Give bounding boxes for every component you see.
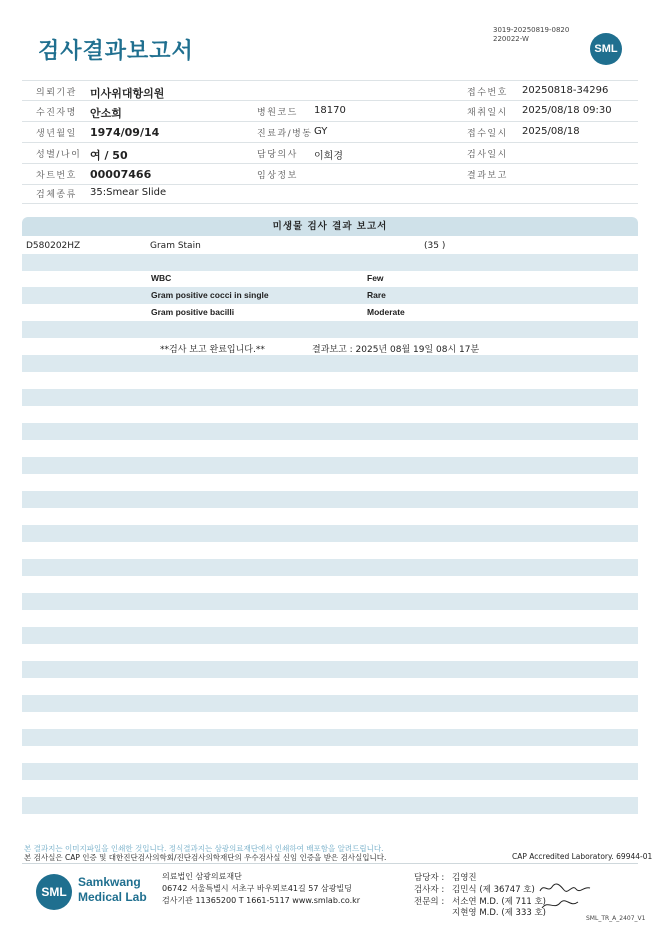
doc-id-line1: 3019-20250819-0820 [493,26,570,34]
patient-label-l2: 임상정보 [257,171,298,181]
staff-role-3: 전문의 : [414,897,445,907]
patient-value-v3: 2025/08/18 [522,126,580,137]
stripe-row [22,525,638,542]
footer-notice-2: 본 검사실은 CAP 인증 및 대한진단검사의학회/진단검사의학재단의 우수검사실 신임 인증을 받은 검사실입니다. [24,853,387,862]
patient-value-v1: 여 / 50 [90,149,128,162]
patient-value-v1: 1974/09/14 [90,126,160,139]
patient-label-l3: 검사일시 [467,150,508,160]
staff-role-2: 검사자 : [414,885,445,895]
patient-label-l1: 의뢰기관 [36,88,77,98]
signature-image [538,881,598,898]
stripe-row [22,355,638,372]
patient-value-v1: 35:Smear Slide [90,187,167,198]
org-name: 의료법인 삼광의료재단 [162,872,242,881]
brand-name-2: Medical Lab [78,890,147,904]
result-name-2: Gram positive cocci in single [151,290,269,300]
sml-logo: SML [590,33,622,65]
patient-label-l3: 접수번호 [467,88,508,98]
patient-value-v2: GY [314,126,328,137]
patient-label-l2: 진료과/병동 [257,129,313,139]
stripe-row [22,491,638,508]
patient-label-l2: 담당의사 [257,150,298,160]
patient-value-v3: 2025/08/18 09:30 [522,105,612,116]
patient-label-l3: 결과보고 [467,171,508,181]
patient-value-v2: 이희경 [314,151,343,162]
stripe-row [22,627,638,644]
patient-label-l3: 접수일시 [467,129,508,139]
stripe-row [22,763,638,780]
stripe-row [22,287,638,304]
patient-value-v2: 18170 [314,105,346,116]
stripe-row [22,321,638,338]
stripe-row [22,797,638,814]
staff-role-1: 담당자 : [414,873,445,883]
staff-name-4: 지현영 M.D. (제 333 호) [452,908,547,918]
result-name-1: WBC [151,273,172,283]
patient-label-l1: 수진자명 [36,108,77,118]
footer-notice-1: 본 결과지는 이미지파일을 인쇄한 것입니다. 정식결과지는 삼광의료재단에서 인쇄하여 배포함을 알려드립니다. [24,844,384,853]
patient-row [22,183,638,204]
patient-value-v3: 20250818-34296 [522,85,609,96]
patient-label-l2: 병원코드 [257,108,298,118]
result-value-1: Few [367,273,384,283]
stripe-row [22,423,638,440]
test-code: D580202HZ [26,241,81,251]
patient-row [22,80,638,101]
org-address: 06742 서울특별시 서초구 바우뫼로41길 57 삼광빌딩 [162,884,352,893]
test-count: (35 ) [424,241,446,251]
patient-label-l1: 성별/나이 [36,150,82,160]
report-time: 결과보고 : 2025년 08월 19일 08시 17분 [312,345,480,355]
patient-value-v1: 00007466 [90,168,152,181]
stripe-row [22,593,638,610]
patient-row [22,122,638,143]
patient-value-v1: 미사위대항의원 [90,87,165,100]
stripe-row [22,254,638,271]
cap-accreditation: CAP Accredited Laboratory. 69944-01 [512,852,653,861]
patient-label-l1: 검체종류 [36,190,77,200]
stripe-row [22,729,638,746]
org-contact: 검사기관 11365200 T 1661-5117 www.smlab.co.kr [162,896,361,905]
staff-name-3: 서소연 M.D. (제 711 호) [452,897,547,907]
patient-row [22,164,638,185]
stripe-row [22,695,638,712]
complete-message: **검사 보고 완료입니다.** [160,345,265,355]
patient-label-l3: 채취일시 [467,108,508,118]
section-title: 미생물 검사 결과 보고서 [22,217,638,236]
result-value-2: Rare [367,290,386,300]
result-value-3: Moderate [367,307,405,317]
staff-name-2: 김민식 (제 36747 호) [452,885,535,895]
patient-value-v1: 안소희 [90,107,122,120]
patient-row [22,143,638,164]
result-name-3: Gram positive bacilli [151,307,235,317]
page-title: 검사결과보고서 [38,39,194,64]
stripe-row [22,559,638,576]
samkwang-logo-icon: SML [36,874,72,910]
signature-mark [538,898,582,915]
test-name: Gram Stain [150,241,201,251]
stripe-row [22,661,638,678]
form-code: SML_TR_A_2407_V1 [586,915,646,922]
stripe-row [22,389,638,406]
patient-label-l1: 차트번호 [36,171,77,181]
patient-label-l1: 생년월일 [36,129,77,139]
patient-row [22,101,638,122]
doc-id-line2: 220022-W [493,35,529,43]
stripe-row [22,457,638,474]
footer-divider [22,863,638,864]
staff-name-1: 김영진 [452,873,477,883]
brand-name-1: Samkwang [78,875,141,889]
